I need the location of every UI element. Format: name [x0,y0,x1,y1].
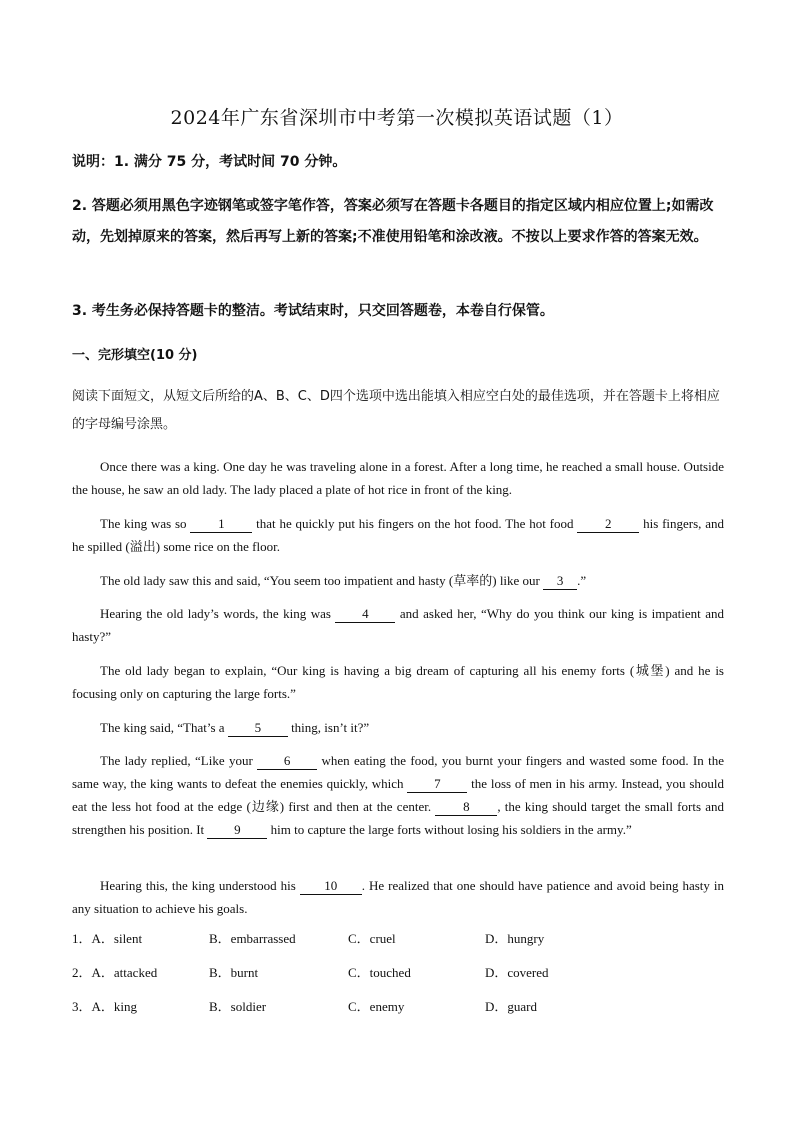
question-options [72,928,722,1030]
passage-paragraph [72,455,724,501]
passage-paragraph [72,659,724,705]
paragraph-text: , the king should target the small forts and strengthen his position. It [72,799,724,837]
paragraph-text: his fingers, and he spilled (溢出) some rice on the floor. [72,516,724,554]
blank-10: 10 [300,878,362,895]
option-d: D．hungry [485,931,545,946]
paragraph-text: thing, isn’t it?” [287,720,370,735]
passage-paragraph [72,716,724,739]
blank-4: 4 [335,606,395,623]
passage-paragraph [72,602,724,648]
paragraph-text: The old lady began to explain, “Our king is having a big dream of capturing all his enemy forts (城堡) and he is focusing only on capturing the large forts.” [72,663,724,701]
passage-paragraph [72,569,724,592]
option-a: A．king [91,999,138,1014]
question-row [72,962,722,996]
blank-3: 3 [543,573,577,590]
option-c: C．touched [348,965,411,980]
question-row [72,996,722,1030]
paragraph-text: when eating the food, you burnt your fingers and wasted some food. In the same way, the king wants to defeat the enemies quickly, which [72,753,725,791]
option-b: B．burnt [209,965,259,980]
blank-9: 9 [207,822,267,839]
paragraph-text: the loss of men in his army. Instead, you should eat the less hot food at the edge (边缘) first and then at the center. [72,776,724,814]
option-c: C．enemy [348,999,405,1014]
paragraph-text: The king said, “That’s a [100,720,228,735]
question-number: 3．A．king [72,999,138,1014]
blank-5: 5 [228,720,288,737]
section-heading: 一、完形填空(10 分) [72,348,198,363]
option-b: B．soldier [209,999,267,1014]
paragraph-text: The king was so [100,516,191,531]
paragraph-text: .” [577,573,587,588]
paragraph-text: Once there was a king. One day he was traveling alone in a forest. After a long time, he reached a small house. Outside the house, he saw an old lady. The lady placed a plate of hot rice in front of the king. [72,459,724,497]
blank-6: 6 [257,753,317,770]
option-d: D．covered [485,965,549,980]
paragraph-text: The lady replied, “Like your [100,753,258,768]
option-b: B．embarrassed [209,931,296,946]
note-2: 2. 答题必须用黑色字迹钢笔或签字笔作答，答案必须写在答题卡各题目的指定区域内相应位置上;如需改动，先划掉原来的答案，然后再写上新的答案;不准使用铅笔和涂改液。不按以上要求作答的答案无效。 [72,198,714,245]
option-d: D．guard [485,999,537,1014]
passage-paragraph [72,874,724,920]
option-a: A．attacked [91,965,158,980]
passage-paragraph [72,749,724,841]
note-3: 3. 考生务必保持答题卡的整洁。考试结束时，只交回答题卷，本卷自行保管。 [72,303,554,319]
page-title: 2024年广东省深圳市中考第一次模拟英语试题（1） [170,107,624,129]
option-c: C．cruel [348,931,396,946]
blank-8: 8 [435,799,497,816]
question-row [72,928,722,962]
paragraph-text: The old lady saw this and said, “You seem too impatient and hasty (草率的) like our [100,573,544,588]
paragraph-text: that he quickly put his fingers on the hot food. The hot food [252,516,578,531]
question-number: 1．A．silent [72,931,143,946]
passage-paragraph [72,512,724,558]
blank-2: 2 [577,516,639,533]
option-a: A．silent [91,931,143,946]
note-1: 说明：1. 满分 75 分，考试时间 70 分钟。 [72,154,347,170]
paragraph-text: Hearing this, the king understood his [100,878,300,893]
question-number: 2．A．attacked [72,965,158,980]
paragraph-text: him to capture the large forts without losing his soldiers in the army.” [267,822,632,837]
section-instruction: 阅读下面短文，从短文后所给的A、B、C、D四个选项中选出能填入相应空白处的最佳选项，并在答题卡上将相应的字母编号涂黑。 [72,389,720,432]
paragraph-text: Hearing the old lady’s words, the king was [100,606,336,621]
paragraph-text: . He realized that one should have patience and avoid being hasty in any situation to achieve his goals. [72,878,725,916]
paragraph-text: and asked her, “Why do you think our king is impatient and hasty?” [72,606,724,644]
blank-1: 1 [190,516,252,533]
blank-7: 7 [407,776,467,793]
